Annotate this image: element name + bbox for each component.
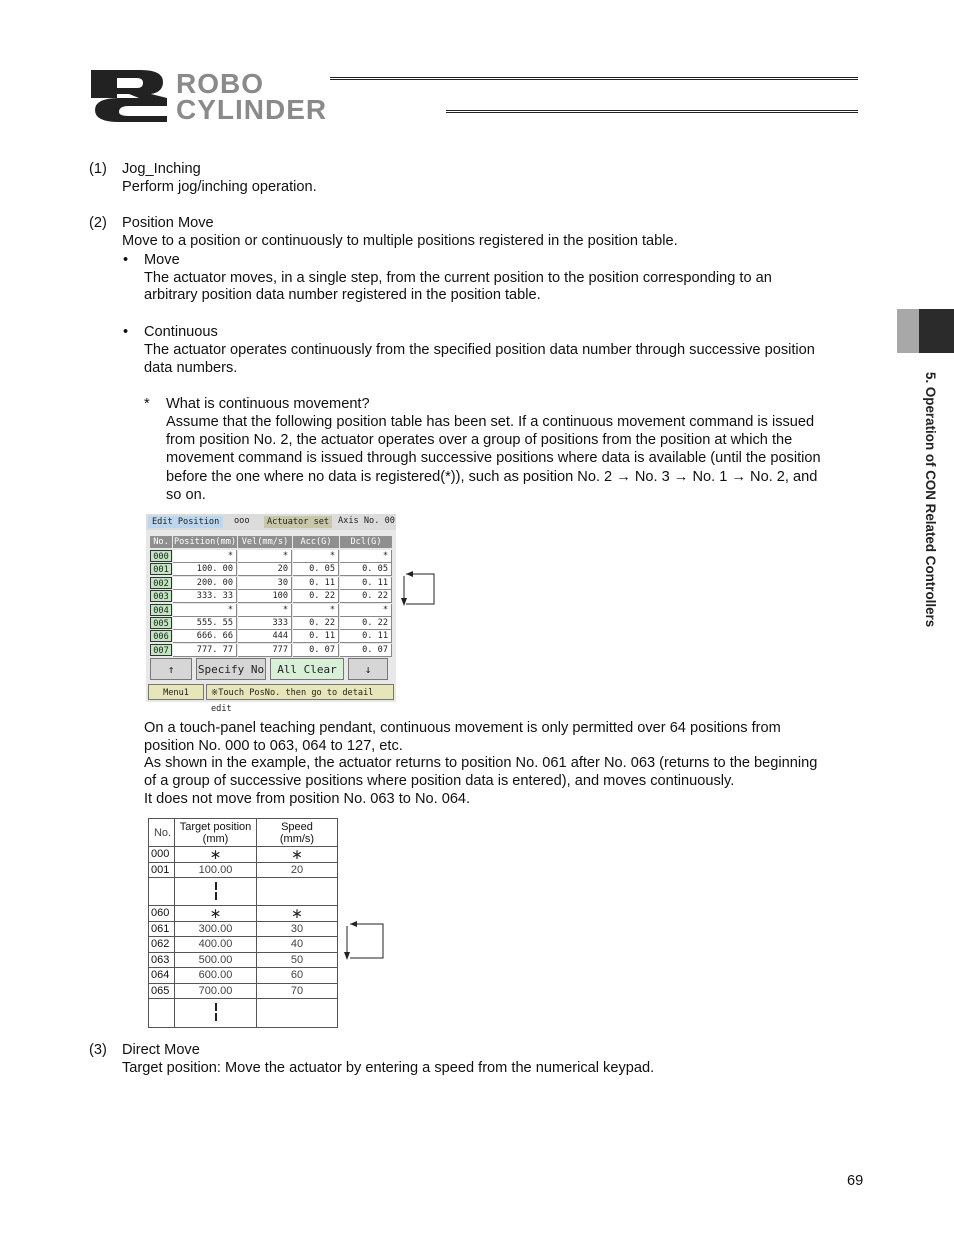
ptable-header-no: No. [149,819,175,847]
lcd-cell: 0. 07 [293,644,339,657]
lcd-header-position: Position(mm) [173,537,237,547]
lcd-header-dcl: Dcl(G) [340,536,392,548]
lcd-row-number[interactable]: 006 [150,630,172,642]
header-rule-top [330,77,858,80]
move-line-2: arbitrary position data number registered in the position table. [144,287,541,303]
note-title: What is continuous movement? [166,396,370,412]
ptable-cell: 30 [257,921,338,937]
lcd-cell: 0. 22 [340,617,392,630]
lcd-all-clear-button[interactable]: All Clear [270,658,344,680]
continuous-title: Continuous [144,324,218,340]
ptable-cell [257,999,338,1028]
ptable-cell: 700.00 [175,983,257,999]
ptable-cell: 065 [149,983,175,999]
lcd-cell: 100. 00 [173,563,237,576]
lcd-cell: 0. 11 [293,630,339,643]
ptable-cell: 500.00 [175,952,257,968]
lcd-cell: * [238,604,292,617]
ptable-header-target-label: Target position [179,820,252,833]
lcd-cell: 333. 33 [173,590,237,603]
ptable-header-speed-unit: (mm/s) [279,832,315,845]
section-3-body: Target position: Move the actuator by entering a speed from the numerical keypad. [122,1060,655,1076]
logo-word-cylinder: CYLINDER [176,94,328,125]
ptable-cell: ∗ [175,847,257,863]
ptable-cell: 061 [149,921,175,937]
loop-arrow-icon [340,920,386,962]
section-1-body: Perform jog/inching operation. [122,179,317,195]
after-line-1: On a touch-panel teaching pendant, continuous movement is only permitted over 64 positions from [144,720,781,736]
header-rule-bottom [446,110,858,113]
lcd-cell: 444 [238,630,292,643]
note-line-2: from position No. 2, the actuator operates over a group of positions from the position at which the [166,432,793,448]
lcd-axis-number: Axis No. 00 [338,516,395,526]
lcd-specify-no-button[interactable]: Specify No [196,658,266,680]
ptable-cell: 20 [257,862,338,878]
lcd-cell: 0. 11 [340,630,392,643]
lcd-cell: 777 [238,644,292,657]
continuous-line-2: data numbers. [144,360,238,376]
lcd-row-number[interactable]: 007 [150,644,172,656]
move-line-1: The actuator moves, in a single step, from the current position to the position corresponding to an [144,270,772,286]
after-line-3: As shown in the example, the actuator returns to position No. 061 after No. 063 (returns to the beginning [144,755,818,771]
ptable-cell: 100.00 [175,862,257,878]
lcd-hint-text: ※Touch PosNo. then go to detail edit [206,684,394,700]
section-2-number: (2) [89,215,107,231]
ptable-cell: 064 [149,968,175,984]
section-2-title: Position Move [122,215,214,231]
lcd-cell: * [293,604,339,617]
ptable-cell: 000 [149,847,175,863]
ptable-cell: 060 [149,906,175,922]
lcd-row-number[interactable]: 001 [150,563,172,575]
ptable-cell: 063 [149,952,175,968]
lcd-cell: 555. 55 [173,617,237,630]
lcd-cell: 666. 66 [173,630,237,643]
ptable-cell: 001 [149,862,175,878]
section-1-title: Jog_Inching [122,161,201,177]
lcd-cell: * [340,604,392,617]
ptable-cell: 70 [257,983,338,999]
ptable-cell: ∗ [175,906,257,922]
section-2-body: Move to a position or continuously to multiple positions registered in the position table. [122,233,678,249]
robo-cylinder-logo-icon [89,68,169,124]
lcd-header-acc: Acc(G) [293,536,339,548]
logo-word-robo: ROBO [176,68,264,99]
continuous-line-1: The actuator operates continuously from the specified position data number through successive position [144,342,815,358]
chapter-tab-dark [919,309,954,353]
position-table [148,818,338,1028]
lcd-cell: 20 [238,563,292,576]
section-3-number: (3) [89,1042,107,1058]
section-3-title: Direct Move [122,1042,200,1058]
bullet-continuous: • [123,324,129,340]
lcd-cell: 0. 05 [293,563,339,576]
ptable-cell: 062 [149,937,175,953]
lcd-down-button[interactable]: ↓ [348,658,388,680]
ptable-cell: 60 [257,968,338,984]
lcd-edit-position-tab[interactable]: Edit Position [148,516,223,528]
lcd-header-no: No. [150,536,172,548]
ptable-cell [149,878,175,906]
after-line-2: position No. 000 to 063, 064 to 127, etc. [144,738,403,754]
ptable-cell: 400.00 [175,937,257,953]
lcd-actuator-set-tab[interactable]: Actuator set [264,516,332,528]
chapter-side-label: 5. Operation of CON Related Controllers [923,372,938,628]
bullet-move: • [123,252,129,268]
ptable-cell [257,878,338,906]
lcd-row-number[interactable]: 002 [150,577,172,589]
after-line-4: of a group of successive positions where position data is entered), and moves continuously. [144,773,735,789]
lcd-cell: 0. 11 [340,577,392,590]
lcd-menu-button[interactable]: Menu1 [148,684,204,700]
ptable-cell [149,999,175,1028]
lcd-cell: 0. 22 [293,590,339,603]
ptable-ellipsis [175,999,257,1028]
lcd-cell: 0. 11 [293,577,339,590]
lcd-cell: 777. 77 [173,644,237,657]
ptable-header-speed-label: Speed [281,820,313,833]
ptable-cell: 50 [257,952,338,968]
note-line-3: movement command is issued through successive positions where data is available (until the position [166,450,821,466]
lcd-row-number[interactable]: 000 [150,550,172,562]
ptable-header-speed [257,819,338,847]
note-line-4: before the one where no data is registered(*)), such as position No. 2 → No. 3 → No. 1 → No. 2, and [166,469,818,485]
move-title: Move [144,252,180,268]
note-line-5: so on. [166,487,206,503]
lcd-title-bar [146,514,396,530]
ptable-header-target [175,819,257,847]
after-line-5: It does not move from position No. 063 to No. 064. [144,791,471,807]
chapter-tab-light [897,309,919,353]
lcd-cell: 30 [238,577,292,590]
ptable-cell: ∗ [257,906,338,922]
ptable-cell: 600.00 [175,968,257,984]
note-mark: * [144,396,150,412]
loop-arrow-icon [398,570,438,608]
ptable-cell: ∗ [257,847,338,863]
lcd-cell: * [238,550,292,563]
lcd-cell: 100 [238,590,292,603]
lcd-cell: 333 [238,617,292,630]
lcd-up-button[interactable]: ↑ [150,658,192,680]
ptable-ellipsis [175,878,257,906]
lcd-mode: ooo [234,516,250,526]
lcd-row-number[interactable]: 004 [150,604,172,616]
page-number: 69 [847,1173,864,1189]
lcd-cell: * [340,550,392,563]
lcd-cell: 200. 00 [173,577,237,590]
lcd-cell: * [173,550,237,563]
lcd-cell: 0. 07 [340,644,392,657]
lcd-cell: * [173,604,237,617]
ptable-header-target-unit: (mm) [202,832,229,845]
lcd-row-number[interactable]: 003 [150,590,172,602]
ptable-cell: 300.00 [175,921,257,937]
section-1-number: (1) [89,161,107,177]
lcd-cell: * [293,550,339,563]
lcd-cell: 0. 05 [340,563,392,576]
lcd-row-number[interactable]: 005 [150,617,172,629]
teaching-pendant-screen [146,514,396,714]
lcd-header-velocity: Vel(mm/s) [238,536,292,548]
lcd-cell: 0. 22 [340,590,392,603]
ptable-cell: 40 [257,937,338,953]
lcd-cell: 0. 22 [293,617,339,630]
note-line-1: Assume that the following position table has been set. If a continuous movement command is issued [166,414,815,430]
